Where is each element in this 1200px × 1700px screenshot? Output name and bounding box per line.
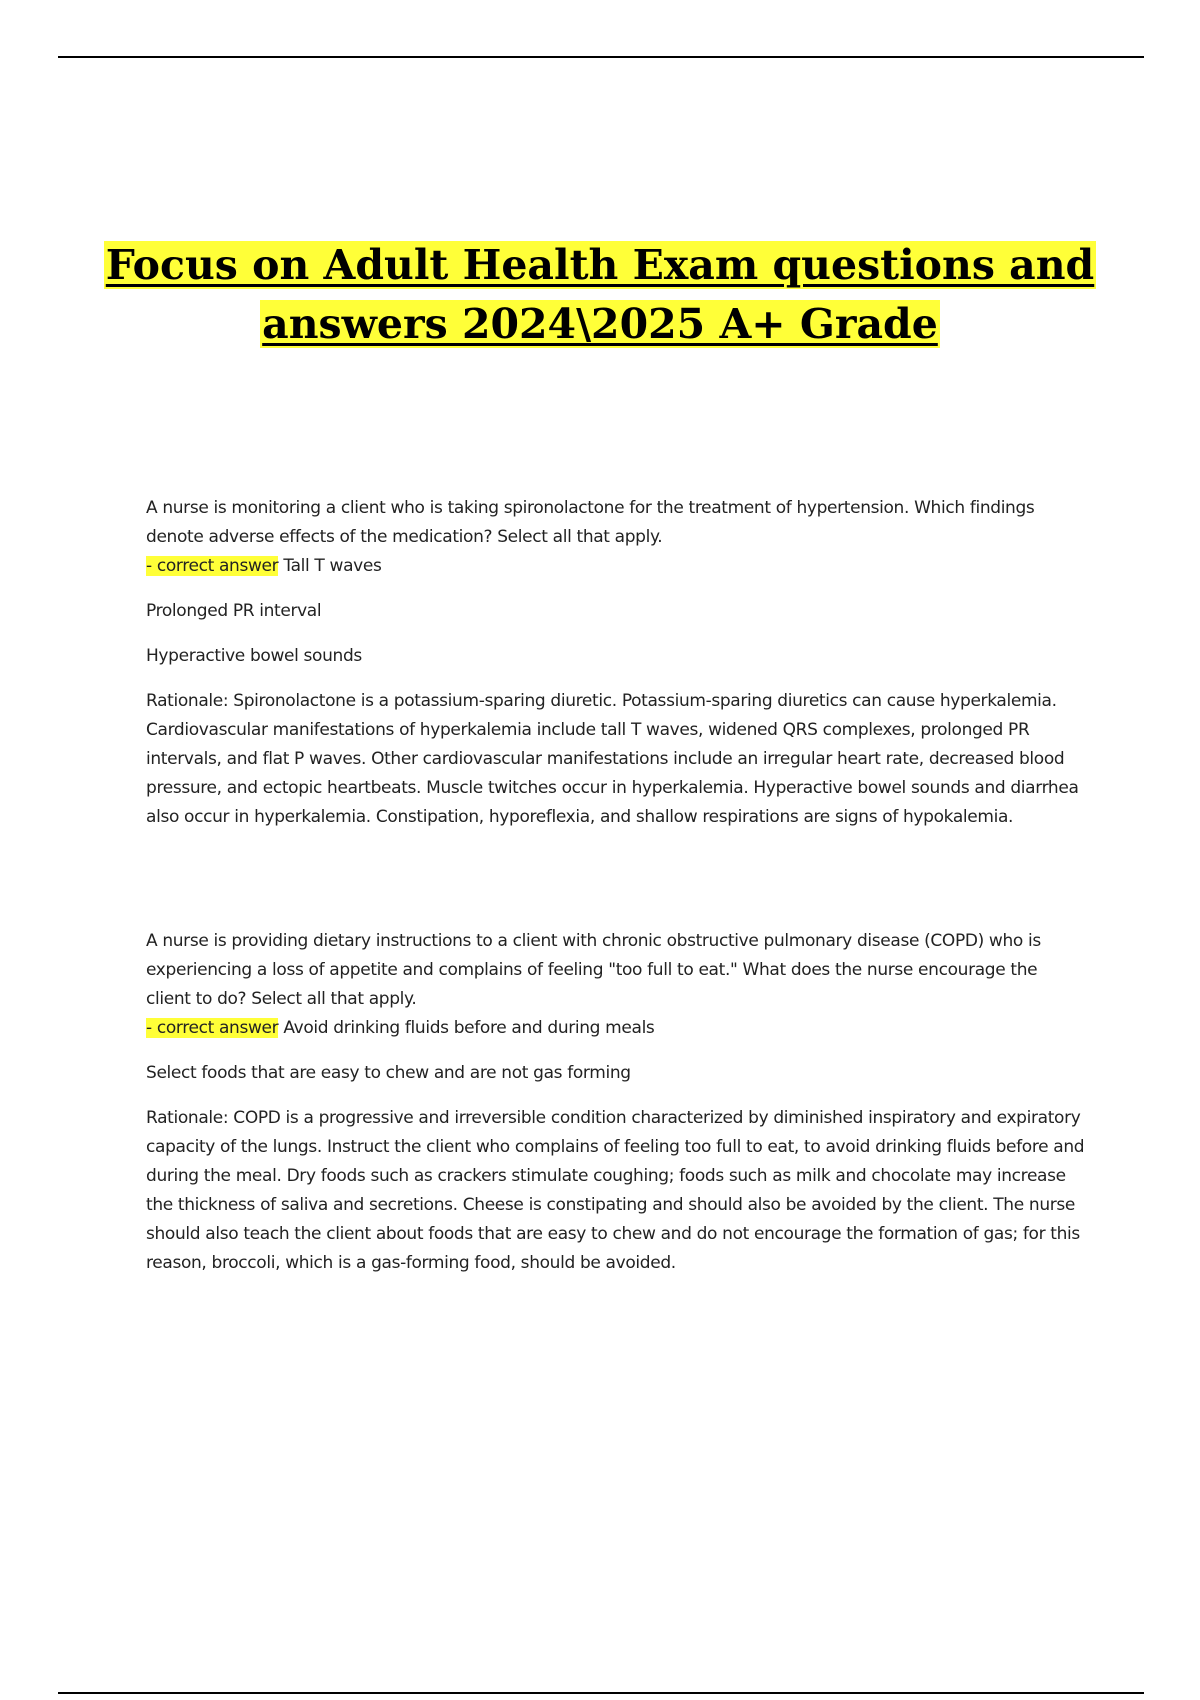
- header-rule: [58, 56, 1144, 58]
- answer-line: [146, 1014, 1086, 1043]
- rationale-text: Rationale: COPD is a progressive and irreversible condition characterized by diminished inspiratory and expiratory capacity of the lungs. Instruct the client who complains of feeling too full to eat, to avoid drinking fluids before and during the meal. Dry foods such as crackers stimulate coughing; foods such as milk and chocolate may increase the thickness of saliva and secretions. Cheese is constipating and should also be avoided by the client. The nurse should also teach the client about foods that are easy to chew and do not encourage the formation of gas; for this reason, broccoli, which is a gas-forming food, should be avoided.: [146, 1108, 1085, 1273]
- footer-rule: [58, 1692, 1144, 1694]
- answer-item: Select foods that are easy to chew and are not gas forming: [146, 1063, 631, 1083]
- answer-item: Avoid drinking fluids before and during meals: [283, 1018, 655, 1038]
- question-block-1: [146, 494, 1086, 832]
- correct-answer-marker: - correct answer: [146, 556, 279, 576]
- question-text: A nurse is providing dietary instructions to a client with chronic obstructive pulmonary disease (COPD) who is experiencing a loss of appetite and complains of feeling "too full to eat." What does the nurse encourage the client to do? Select all that apply.: [146, 931, 1041, 1009]
- answer-line: [146, 552, 1086, 581]
- correct-answer-marker: - correct answer: [146, 1018, 279, 1038]
- question-text: A nurse is monitoring a client who is taking spironolactone for the treatment of hypertension. Which findings denote adverse effects of the medication? Select all that apply.: [146, 498, 1035, 547]
- answer-item: Hyperactive bowel sounds: [146, 646, 362, 666]
- title-line-1: Focus on Adult Health Exam questions and: [105, 241, 1095, 289]
- answer-item: Tall T waves: [283, 556, 382, 576]
- answer-item: Prolonged PR interval: [146, 601, 322, 621]
- rationale-text: Rationale: Spironolactone is a potassium-sparing diuretic. Potassium-sparing diuretics can cause hyperkalemia. Cardiovascular manifestations of hyperkalemia include tall T waves, widened QRS complexes, prolonged PR intervals, and flat P waves. Other cardiovascular manifestations include an irregular heart rate, decreased blood pressure, and ectopic heartbeats. Muscle twitches occur in hyperkalemia. Hyperactive bowel sounds and diarrhea also occur in hyperkalemia. Constipation, hyporeflexia, and shallow respirations are signs of hypokalemia.: [146, 691, 1079, 827]
- question-block-2: [146, 927, 1086, 1278]
- title-line-2: answers 2024\2025 A+ Grade: [262, 300, 938, 348]
- document-title: [0, 236, 1200, 354]
